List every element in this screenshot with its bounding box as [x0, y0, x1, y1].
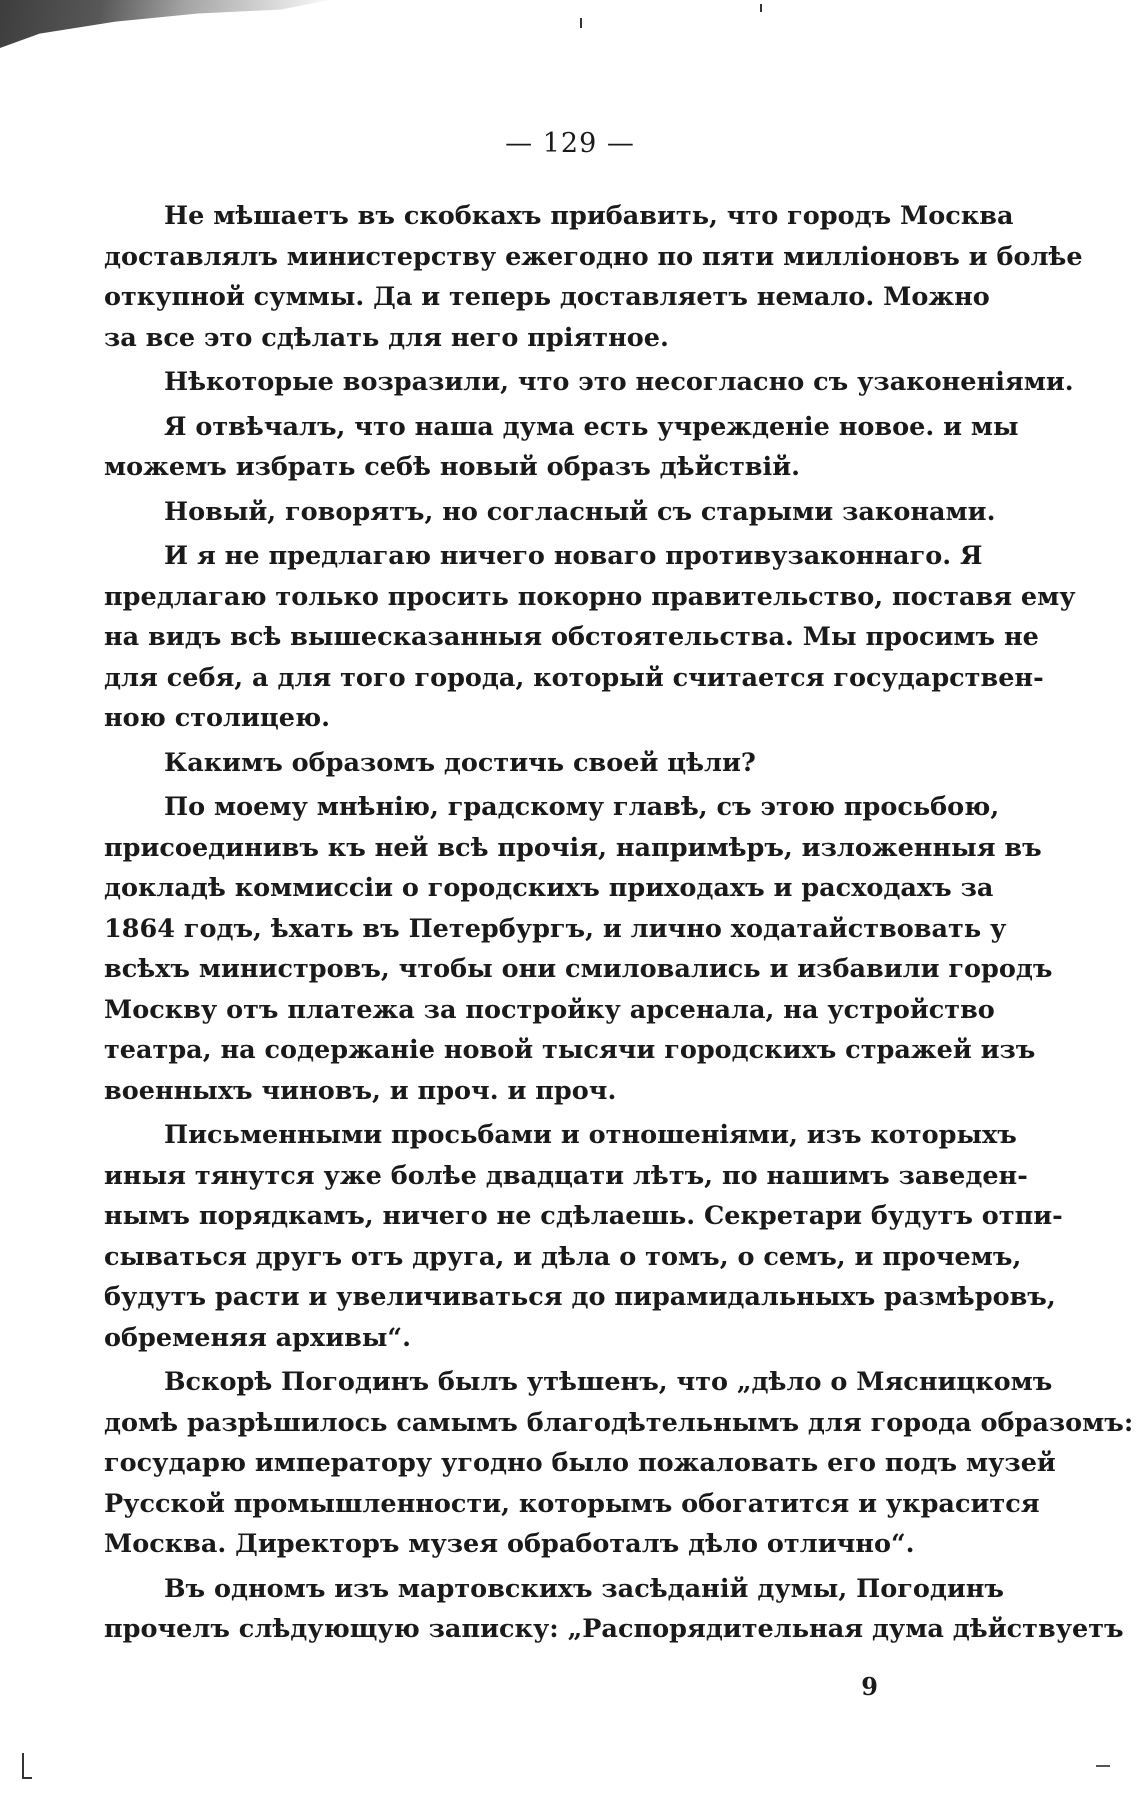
text-line: доставлялъ министерству ежегодно по пяти милліоновъ и болѣе	[104, 241, 1083, 272]
text-line: военныхъ чиновъ, и проч. и проч.	[104, 1075, 617, 1106]
text-line: за все это сдѣлать для него пріятное.	[104, 322, 669, 353]
text-line: По моему мнѣнію, градскому главѣ, съ этою просьбою,	[164, 792, 1000, 822]
text-line: для себя, а для того города, который считается государствен-	[104, 662, 1044, 693]
text-line: обременяя архивы“.	[104, 1322, 411, 1353]
text-line: Не мѣшаетъ въ скобкахъ прибавить, что городъ Москва	[164, 201, 1014, 231]
text-line: докладѣ коммиссіи о городскихъ приходахъ и расходахъ за	[104, 873, 994, 903]
text-line: прочелъ слѣдующую записку: „Распорядительная дума дѣйствуетъ	[104, 1614, 1124, 1644]
text-line: Въ одномъ изъ мартовскихъ засѣданій думы, Погодинъ	[164, 1573, 1004, 1604]
text-line: присоединивъ къ ней всѣ прочія, напримѣръ, изложенныя въ	[104, 832, 1042, 863]
scan-corner-mark	[22, 1753, 32, 1779]
text-line: можемъ избрать себѣ новый образъ дѣйствій.	[104, 452, 801, 482]
text-line: будутъ расти и увеличиваться до пирамидальныхъ размѣровъ,	[104, 1282, 1056, 1312]
text-line: театра, на содержаніе новой тысячи городскихъ стражей изъ	[104, 1035, 1036, 1065]
text-line: Москва. Директоръ музея обработалъ дѣло отлично“.	[104, 1529, 915, 1559]
text-line: предлагаю только просить покорно правительство, поставя ему	[104, 581, 1076, 612]
text-line: иныя тянутся уже болѣе двадцати лѣтъ, по нашимъ заведен-	[104, 1160, 1028, 1191]
text-line: Письменными просьбами и отношеніями, изъ которыхъ	[164, 1120, 1017, 1150]
text-line: Я отвѣчалъ, что наша дума есть учрежденіе новое. и мы	[164, 411, 1019, 442]
text-line: Вскорѣ Погодинъ былъ утѣшенъ, что „дѣло о Мясницкомъ	[164, 1367, 1053, 1397]
text-line: откупной суммы. Да и теперь доставляетъ немало. Можно	[104, 282, 990, 312]
text-line: всѣхъ министровъ, чтобы они смиловались и избавили городъ	[104, 954, 1053, 984]
scan-speck	[760, 4, 762, 12]
text-line: Какимъ образомъ достичь своей цѣли?	[164, 747, 756, 778]
page-number: — 129 —	[505, 128, 635, 159]
text-line: 1864 годъ, ѣхать въ Петербургъ, и лично ходатайствовать у	[104, 913, 1007, 944]
text-line: домѣ разрѣшилось самымъ благодѣтельнымъ для города образомъ:	[104, 1407, 1134, 1438]
body-text	[104, 196, 1134, 1650]
text-line: Русской промышленности, которымъ обогатится и украсится	[104, 1488, 1040, 1519]
scan-edge-smudge	[0, 0, 330, 48]
printer-signature-mark: 9	[861, 1672, 878, 1701]
text-line: Москву отъ платежа за постройку арсенала, на устройство	[104, 994, 995, 1025]
text-line: Новый, говорятъ, но согласный съ старыми законами.	[164, 496, 996, 527]
text-line: государю императору угодно было пожаловать его подъ музей	[104, 1448, 1056, 1478]
scan-edge-dash	[1096, 1765, 1110, 1767]
text-line: на видъ всѣ вышесказанныя обстоятельства. Мы просимъ не	[104, 622, 1039, 652]
text-line: сываться другъ отъ друга, и дѣла о томъ, о семъ, и прочемъ,	[104, 1241, 1022, 1272]
scan-speck	[580, 18, 582, 28]
text-line: И я не предлагаю ничего новаго противузаконнаго. Я	[164, 541, 983, 571]
text-line: ною столицею.	[104, 703, 331, 733]
text-line: нымъ порядкамъ, ничего не сдѣлаешь. Секретари будутъ отпи-	[104, 1201, 1063, 1231]
text-line: Нѣкоторые возразили, что это несогласно съ узаконеніями.	[164, 367, 1074, 397]
